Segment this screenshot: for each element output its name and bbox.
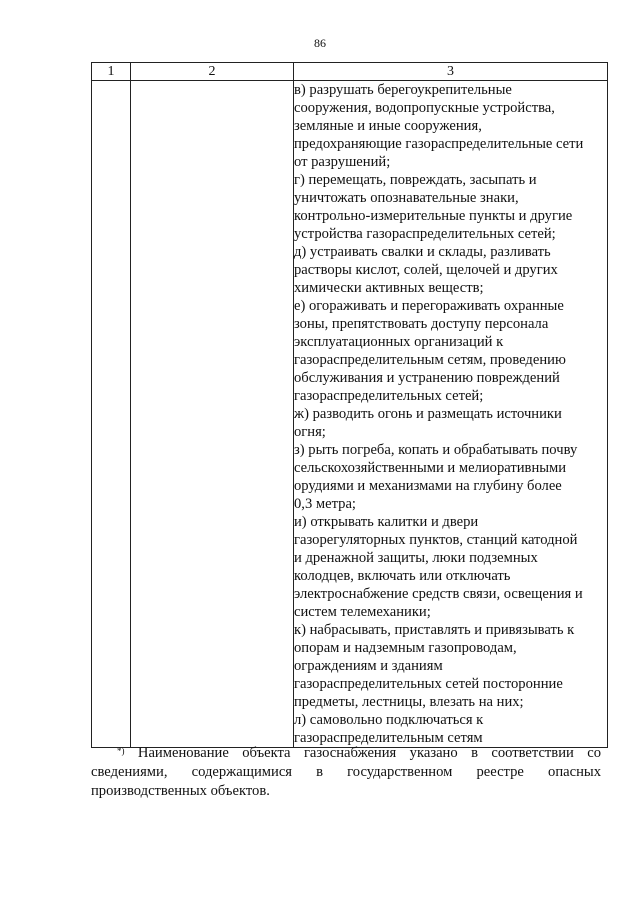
column-header-2: 2 <box>131 63 294 81</box>
column-header-3: 3 <box>294 63 608 81</box>
footnote-marker: *) <box>117 746 125 756</box>
list-item: к) набрасывать, приставлять и привязывать к опорам и надземным газопроводам, ограждениям и зданиям газораспределительных сетей посторонние предметы, лестницы, влезать на них; <box>294 622 575 710</box>
table-cell-col2 <box>131 81 294 748</box>
column-header-1: 1 <box>92 63 131 81</box>
page-number: 86 <box>314 36 326 50</box>
table-header-row <box>92 63 608 81</box>
footnote-line-1: *) Наименование объекта газоснабжения указано в соответствии со <box>117 745 601 761</box>
list-item: е) огораживать и перегораживать охранные зоны, препятствовать доступу персонала эксплуатационных организаций к газораспределительным сетям, проведению обслуживания и устранению повреждений газораспределительных сетей; <box>294 298 566 404</box>
list-item: д) устраивать свалки и склады, разливать растворы кислот, солей, щелочей и других химически активных веществ; <box>294 244 558 296</box>
footnote-line-2: сведениями, содержащимися в государственном реестре опасных <box>91 764 601 780</box>
list-item: л) самовольно подключаться к газораспределительным сетям <box>294 712 484 746</box>
list-item: г) перемещать, повреждать, засыпать и уничтожать опознавательные знаки, контрольно-измерительные пункты и другие устройства газораспределительных сетей; <box>294 172 573 242</box>
table-row <box>92 81 608 748</box>
requirements-table <box>91 62 608 748</box>
list-item: ж) разводить огонь и размещать источники огня; <box>294 406 562 440</box>
footnote-line-3: производственных объектов. <box>91 783 270 799</box>
list-item: з) рыть погреба, копать и обрабатывать почву сельскохозяйственными и мелиоративными орудиями и механизмами на глубину более 0,3 метра; <box>294 442 578 512</box>
table-cell-col3 <box>294 81 608 748</box>
list-item: и) открывать калитки и двери газорегуляторных пунктов, станций катодной и дренажной защиты, люки подземных колодцев, включать или отключать электроснабжение средств связи, освещения и систем телемеханики; <box>294 514 583 620</box>
footnote <box>91 744 601 801</box>
list-item: в) разрушать берегоукрепительные сооружения, водопропускные устройства, земляные и иные сооружения, предохраняющие газораспределительные сети от разрушений; <box>294 82 584 170</box>
table-cell-col1 <box>92 81 131 748</box>
